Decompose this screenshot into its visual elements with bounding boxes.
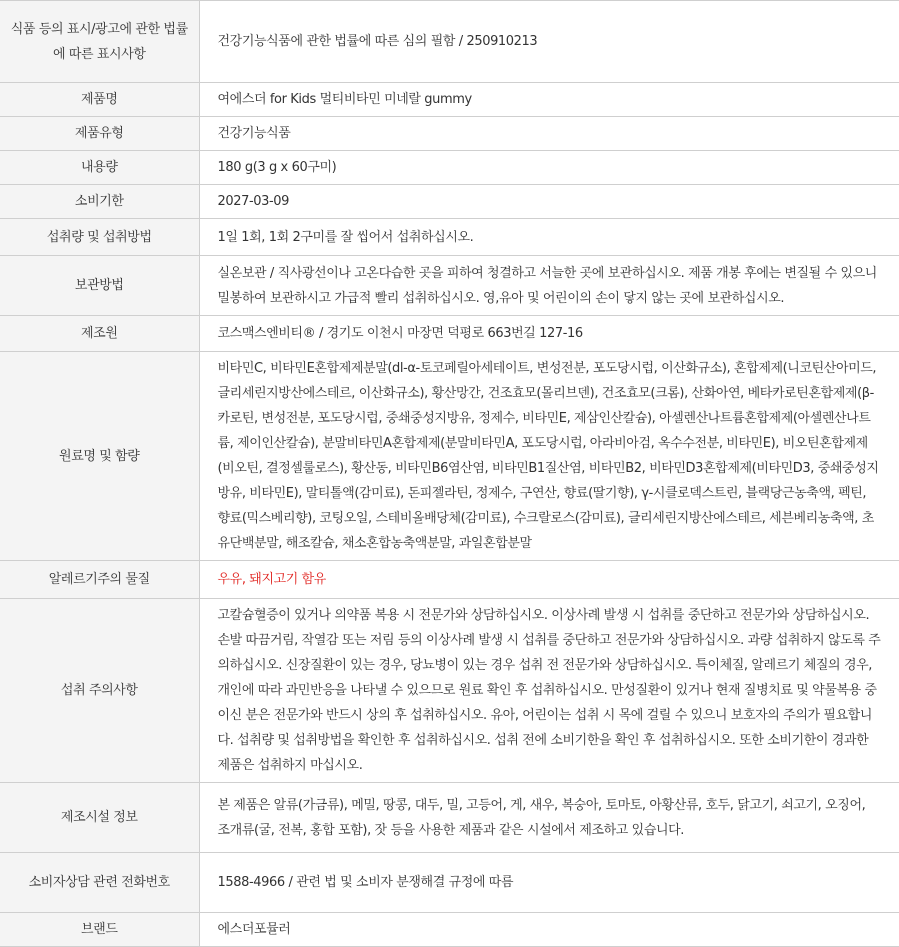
table-row bbox=[0, 151, 899, 185]
row-value: 고칼슘혈증이 있거나 의약품 복용 시 전문가와 상담하십시오. 이상사례 발생 시 섭취를 중단하고 전문가와 상담하십시오. 손발 따끔거림, 작열감 또는 저림 등의 이상사례 발생 시 섭취를 중단하고 전문가와 상담하십시오. 과량 섭취하지 않도록 주의하십시오. 신장질환이 있는 경우, 당뇨병이 있는 경우 섭취 전 전문가와 상담하십시오. 특이체질, 알레르기 체질의 경우, 개인에 따라 과민반응을 나타낼 수 있으므로 원료 확인 후 섭취하십시오. 만성질환이 있거나 현재 질병치료 및 약물복용 중이신 분은 전문가와 반드시 상의 후 섭취하십시오. 유아, 어린이는 섭취 시 목에 걸릴 수 있으니 보호자의 주의가 필요합니다. 섭취량 및 섭취방법을 확인한 후 섭취하십시오. 섭취 전에 소비기한을 확인 후 섭취하십시오. 또한 소비기한이 경과한 제품은 섭취하지 마십시오. bbox=[199, 599, 899, 783]
table-row bbox=[0, 783, 899, 853]
row-value: 코스맥스엔비티® / 경기도 이천시 마장면 덕평로 663번길 127-16 bbox=[199, 316, 899, 352]
row-value: 2027-03-09 bbox=[199, 185, 899, 219]
table-row bbox=[0, 561, 899, 599]
row-label: 소비기한 bbox=[0, 185, 199, 219]
row-value: 건강기능식품에 관한 법률에 따른 심의 필함 / 250910213 bbox=[199, 1, 899, 83]
table-row bbox=[0, 256, 899, 316]
table-row bbox=[0, 853, 899, 913]
table-row bbox=[0, 185, 899, 219]
row-value: 180 g(3 g x 60구미) bbox=[199, 151, 899, 185]
row-label: 내용량 bbox=[0, 151, 199, 185]
table-row bbox=[0, 1, 899, 83]
table-row bbox=[0, 599, 899, 783]
row-value: 1588-4966 / 관련 법 및 소비자 분쟁해결 규정에 따름 bbox=[199, 853, 899, 913]
row-label: 브랜드 bbox=[0, 913, 199, 947]
table-row bbox=[0, 117, 899, 151]
table-row bbox=[0, 913, 899, 947]
row-value: 실온보관 / 직사광선이나 고온다습한 곳을 피하여 청결하고 서늘한 곳에 보관하십시오. 제품 개봉 후에는 변질될 수 있으니 밀봉하여 보관하시고 가급적 빨리 섭취하십시오. 영,유아 및 어린이의 손이 닿지 않는 곳에 보관하십시오. bbox=[199, 256, 899, 316]
row-value: 1일 1회, 1회 2구미를 잘 씹어서 섭취하십시오. bbox=[199, 219, 899, 256]
row-label: 제조시설 정보 bbox=[0, 783, 199, 853]
row-value: 본 제품은 알류(가금류), 메밀, 땅콩, 대두, 밀, 고등어, 게, 새우, 복숭아, 토마토, 아황산류, 호두, 닭고기, 쇠고기, 오징어, 조개류(굴, 전복, 홍합 포함), 잣 등을 사용한 제품과 같은 시설에서 제조하고 있습니다. bbox=[199, 783, 899, 853]
row-label: 소비자상담 관련 전화번호 bbox=[0, 853, 199, 913]
row-label: 섭취 주의사항 bbox=[0, 599, 199, 783]
row-label: 제품유형 bbox=[0, 117, 199, 151]
row-label: 알레르기주의 물질 bbox=[0, 561, 199, 599]
row-label: 제품명 bbox=[0, 83, 199, 117]
row-label: 제조원 bbox=[0, 316, 199, 352]
table-row bbox=[0, 83, 899, 117]
table-row bbox=[0, 316, 899, 352]
row-label: 원료명 및 함량 bbox=[0, 352, 199, 561]
row-label: 보관방법 bbox=[0, 256, 199, 316]
row-value: 건강기능식품 bbox=[199, 117, 899, 151]
allergen-value: 우유, 돼지고기 함유 bbox=[199, 561, 899, 599]
table-row bbox=[0, 352, 899, 561]
row-value: 비타민C, 비타민E혼합제제분말(dl-α-토코페릴아세테이트, 변성전분, 포도당시럽, 이산화규소), 혼합제제(니코틴산아미드, 글리세린지방산에스테르, 이산화규소), 황산망간, 건조효모(몰리브덴), 건조효모(크롬), 산화아연, 베타카로틴혼합제제(β-카로틴, 변성전분, 포도당시럽, 중쇄중성지방유, 정제수, 비타민E, 제삼인산칼슘), 아셀렌산나트륨혼합제제(아셀렌산나트륨, 제이인산칼슘), 분말비타민A혼합제제(분말비타민A, 포도당시럽, 아라비아검, 옥수수전분, 비타민E), 비오틴혼합제제(비오틴, 결정셀룰로스), 황산동, 비타민B6염산염, 비타민B1질산염, 비타민B2, 비타민D3혼합제제(비타민D3, 중쇄중성지방유, 비타민E), 말티톨액(감미료), 돈피젤라틴, 정제수, 구연산, 향료(딸기향), γ-시클로덱스트린, 블랙당근농축액, 펙틴, 향료(믹스베리향), 코팅오일, 스테비올배당체(감미료), 수크랄로스(감미료), 글리세린지방산에스테르, 세븐베리농축액, 초유단백분말, 해조칼슘, 채소혼합농축액분말, 과일혼합분말 bbox=[199, 352, 899, 561]
row-value: 에스더포뮬러 bbox=[199, 913, 899, 947]
row-label: 식품 등의 표시/광고에 관한 법률에 따른 표시사항 bbox=[0, 1, 199, 83]
row-label: 섭취량 및 섭취방법 bbox=[0, 219, 199, 256]
table-row bbox=[0, 219, 899, 256]
row-value: 여에스더 for Kids 멀티비타민 미네랄 gummy bbox=[199, 83, 899, 117]
